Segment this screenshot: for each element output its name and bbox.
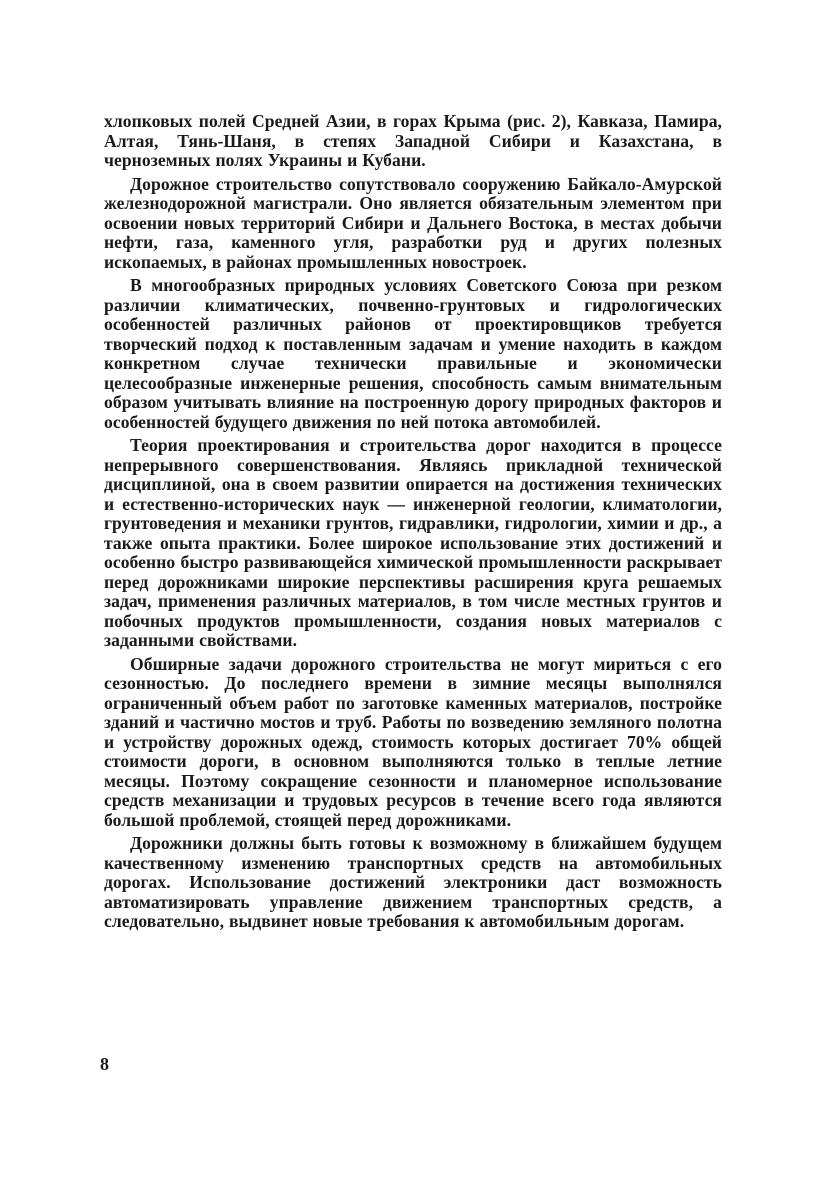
paragraph-seasonality: Обширные задачи дорожного строительства не могут мириться с его сезонностью. До последнего времени в зимние месяцы выполнялся ограниченный объем работ по заготовке каменных материалов, постройке зданий и частично мостов и труб. Работы по возведению земляного полотна и устройству дорожных одежд, стоимость которых достигает 70% общей стоимости дороги, в основном выполняются только в теплые летние месяцы. Поэтому сокращение сезонности и планомерное использование средств механизации и трудовых ресурсов в течение всего года являются большой проблемой, стоящей перед дорожниками. — [104, 653, 722, 830]
body-text — [104, 112, 722, 936]
paragraph-bam-road-construction: Дорожное строительство сопутствовало сооружению Байкало-Амурской железнодорожной магистрали. Оно является обязательным элементом при освоении новых территорий Сибири и Дальнего Востока, в местах добычи нефти, газа, каменного угля, разработки руд и других полезных ископаемых, в районах промышленных новостроек. — [104, 173, 722, 272]
paragraph-natural-conditions: В многообразных природных условиях Советского Союза при резком различии климатических, почвенно-грунтовых и гидрологических особенностей различных районов от проектировщиков требуется творческий подход к поставленным задачам и умение находить в каждом конкретном случае технически правильные и экономически целесообразные инженерные решения, способность самым внимательным образом учитывать влияние на построенную дорогу природных факторов и особенностей будущего движения по ней потока автомобилей. — [104, 275, 722, 432]
paragraph-future-vehicles: Дорожники должны быть готовы к возможному в ближайшем будущем качественному изменению транспортных средств на автомобильных дорогах. Использование достижений электроники даст возможность автоматизировать управление движением транспортных средств, а следовательно, выдвинет новые требования к автомобильным дорогам. — [104, 833, 722, 931]
paragraph-continuation: хлопковых полей Средней Азии, в горах Крыма (рис. 2), Кавказа, Памира, Алтая, Тянь-Шаня, в степях Западной Сибири и Казахстана, в черноземных полях Украины и Кубани. — [104, 111, 722, 170]
page-number: 8 — [100, 1054, 109, 1074]
paragraph-design-theory: Теория проектирования и строительства дорог находится в процессе непрерывного совершенствования. Являясь прикладной технической дисциплиной, она в своем развитии опирается на достижения технических и естественно-исторических наук — инженерной геологии, климатологии, грунтоведения и механики грунтов, гидравлики, гидрологии, химии и др., а также опыта практики. Более широкое использование этих достижений и особенно быстро развивающейся химической промышленности раскрывает перед дорожниками широкие перспективы расширения круга решаемых задач, применения различных материалов, в том числе местных грунтов и побочных продуктов промышленности, создания новых материалов с заданными свойствами. — [104, 435, 722, 650]
